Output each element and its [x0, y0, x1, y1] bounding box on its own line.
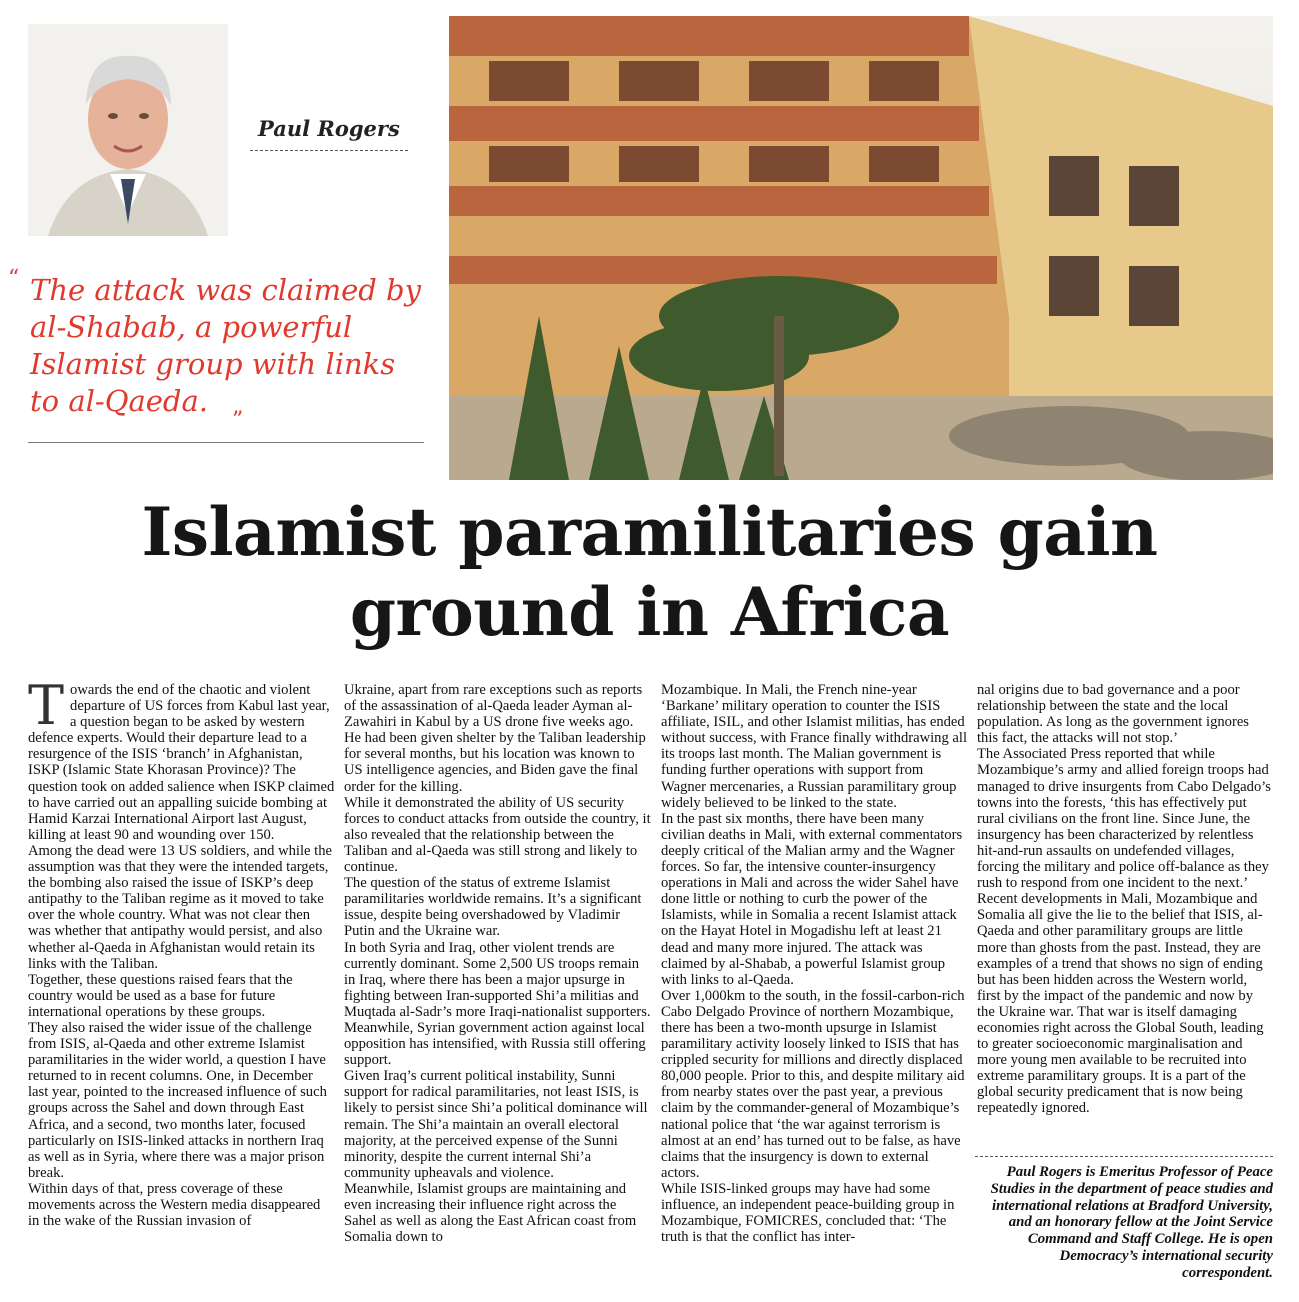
hotel-ruins-photo: [449, 16, 1273, 480]
paragraph: Together, these questions raised fears that the country would be used as a base for future international operations by these groups.: [28, 971, 293, 1020]
headline-line-1: Islamist paramilitaries gain: [141, 493, 1158, 571]
byline-divider: [250, 150, 408, 151]
paragraph: He had been given shelter by the Taliban leadership for several months, but his location was known to US intelligence agencies, and Biden gave the final order for the killing.: [344, 730, 646, 795]
pull-quote: The attack was claimed by al-Shabab, a powerful Islamist group with links to al-Qaeda.: [30, 273, 422, 418]
paragraph: Ukraine, apart from rare exceptions such as reports of the assassination of al-Qaeda leader Ayman al-Zawahiri in Kabul by a US drone five weeks ago.: [344, 682, 643, 731]
drop-cap: T: [28, 674, 65, 737]
quote-open-mark: “: [8, 266, 20, 291]
headline-line-2: ground in Africa: [349, 573, 950, 651]
quote-close-mark: ”: [232, 408, 244, 433]
paragraph: owards the end of the chaotic and violent departure of US forces from Kabul last year, a question began to be asked by western defence experts. Would their departure lead to a resurgence of the ISIS ‘branch’ in Afghanistan, ISKP (Islamic State Khorasan Province)? The question took on added salience when ISKP claimed to have carried out an appalling suicide bombing at Hamid Karzai International Airport last August, killing at least 90 and wounding over 150.: [28, 682, 335, 843]
pull-quote-divider: [28, 442, 424, 443]
article-column-4: [977, 682, 1273, 1117]
paragraph: While ISIS-linked groups may have had some influence, an independent peace-building group in Mozambique, FOMICRES, concluded that: ‘The truth is that the conflict has inter-: [661, 1180, 955, 1246]
paragraph: In both Syria and Iraq, other violent trends are currently dominant. Some 2,500 US troops remain in Iraq, where there has been a major upsurge in fighting between Iran-supported Shi’a militias and Muqtada al-Sadr’s more Iraqi-nationalist supporters. Meanwhile, Syrian government action against local opposition has intensified, with Russia still offering support.: [344, 939, 651, 1069]
paragraph: nal origins due to bad governance and a poor relationship between the state and the local population. As long as the government ignores this fact, the attacks will not stop.’: [977, 682, 1249, 747]
byline: Paul Rogers: [258, 116, 400, 141]
paragraph: Among the dead were 13 US soldiers, and while the assumption was that they were the intended targets, the bombing also raised the issue of ISKP’s deep antipathy to the Taliban regime as it moved to take over the whole country. What was not clear then was whether that antipathy would persist, and also whether al-Qaeda in Afghanistan would retain its links with the Taliban.: [28, 842, 332, 972]
bio-divider: [975, 1156, 1273, 1157]
paragraph: Over 1,000km to the south, in the fossil-carbon-rich Cabo Delgado Province of northern Mozambique, there has been a two-month upsurge in Islamist paramilitary activity loosely linked to ISIS that has crippled security for millions and directly displaced 80,000 people. Prior to this, and despite military aid from nearby states over the past year, a previous claim by the commander-general of Mozambique’s national police that ‘the war against terrorism is almost at an end’ has turned out to be false, as have claims that the insurgency is down to external actors.: [661, 987, 965, 1181]
paragraph: In the past six months, there have been many civilian deaths in Mali, with external commentators deeply critical of the Malian army and the Wagner forces. So far, the intensive counter-insurgency operations in Mali and across the wider Sahel have done little or nothing to curb the power of the Islamists, while in Somalia a recent Islamist attack on the Hayat Hotel in Mogadishu left at least 21 dead and many more injured. The attack was claimed by al-Shabab, a powerful Islamist group with links to al-Qaeda.: [661, 810, 963, 988]
paragraph: Recent developments in Mali, Mozambique and Somalia all give the lie to the belief that ISIS, al-Qaeda and other paramilitary groups are little more than ghosts from the past. Instead, they are examples of a trend that shows no sign of ending but has been hidden across the Western world, first by the impact of the pandemic and now by the Ukraine war. That war is itself damaging economies right across the Global South, leading to greater socioeconomic marginalisation and more young men available to be recruited into extreme paramilitary groups. It is a part of the global security predicament that is now being repeatedly ignored.: [977, 891, 1264, 1117]
headline: [0, 492, 1299, 652]
article-column-3: [661, 682, 968, 1245]
paragraph: They also raised the wider issue of the challenge from ISIS, al-Qaeda and other extreme Islamist paramilitaries in the wider world, a question I have returned to in recent columns. One, in December last year, pointed to the increased influence of such groups across the Sahel and down through East Africa, and a second, two months later, focused particularly on ISIS-linked attacks in northern Iraq as well as in Syria, where there was a major prison break.: [28, 1019, 327, 1181]
paragraph: The question of the status of extreme Islamist paramilitaries worldwide remains. It’s a significant issue, despite being overshadowed by Vladimir Putin and the Ukraine war.: [344, 875, 642, 940]
paragraph: Given Iraq’s current political instability, Sunni support for radical paramilitaries, not least ISIS, is likely to persist since Shi’a political dominance will remain. The Shi’a maintain an overall electoral majority, at the perceived expense of the Sunni minority, despite the current internal Shi’a community upheavals and violence.: [344, 1068, 648, 1181]
article-column-2: [344, 682, 651, 1245]
author-photo: [28, 24, 228, 236]
article-column-1: [28, 674, 335, 1230]
paragraph: Within days of that, press coverage of these movements across the Western media disappeared in the wake of the Russian invasion of: [28, 1180, 321, 1230]
author-bio: Paul Rogers is Emeritus Professor of Peace Studies in the department of peace studies and international relations at Bradford University, and an honorary fellow at the Joint Service Command and Staff College. He is open Democracy’s international security correspondent.: [990, 1164, 1273, 1281]
paragraph: Mozambique. In Mali, the French nine-year ‘Barkane’ military operation to counter the ISIS affiliate, ISIL, and other Islamist militias, has ended without success, with France finally withdrawing all its troops last month. The Malian government is funding further operations with support from Wagner mercenaries, a Russian paramilitary group widely believed to be linked to the state.: [661, 682, 967, 811]
paragraph: Meanwhile, Islamist groups are maintaining and even increasing their influence right across the Sahel as well as along the East African coast from Somalia down to: [344, 1180, 637, 1246]
paragraph: While it demonstrated the ability of US security forces to conduct attacks from outside the country, it also revealed that the relationship between the Taliban and al-Qaeda was still strong and likely to continue.: [344, 794, 651, 876]
paragraph: The Associated Press reported that while Mozambique’s army and allied foreign troops had managed to drive insurgents from Cabo Delgado’s towns into the forests, ‘this has effectively put rural civilians on the front line. Since June, the insurgency has been characterized by relentless hit-and-run assaults on undefended villages, forcing the military and police off-balance as they rush to respond from one incident to the next.’: [977, 746, 1271, 892]
